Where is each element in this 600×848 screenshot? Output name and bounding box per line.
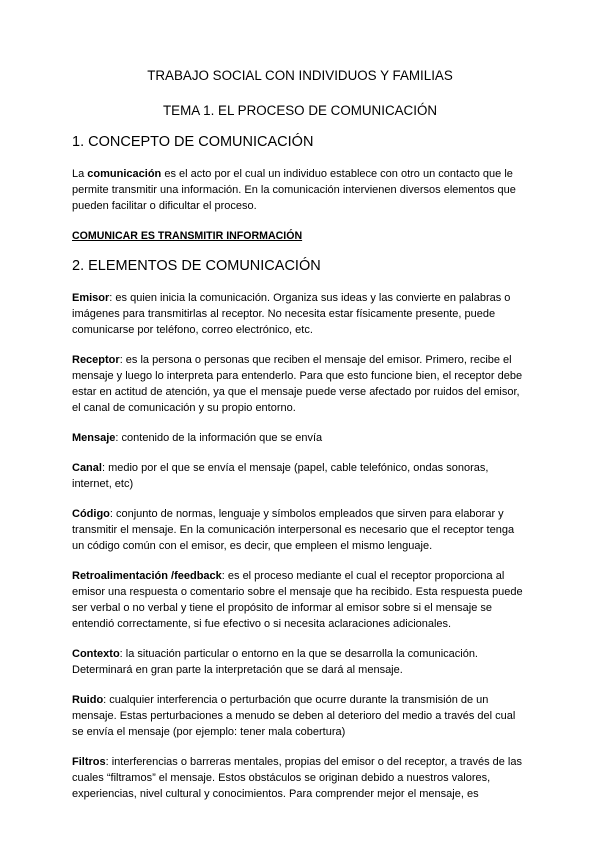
element-paragraph-emisor [72,290,528,338]
element-term: Retroalimentación /feedback [72,570,222,582]
document-title: TRABAJO SOCIAL CON INDIVIDUOS Y FAMILIAS [147,68,453,83]
document-subtitle: TEMA 1. EL PROCESO DE COMUNICACIÓN [162,103,438,118]
element-paragraph-retroalimentacion [72,568,528,632]
element-term: Filtros [72,756,106,768]
element-paragraph-filtros [72,754,528,802]
element-term: Canal [72,462,102,474]
element-text: : medio por el que se envía el mensaje (papel, cable telefónico, ondas sonoras, internet, etc) [72,462,489,490]
element-paragraph-receptor [72,352,528,416]
element-text: : conjunto de normas, lenguaje y símbolos empleados que sirven para elaborar y transmitir el mensaje. En la comunicación interpersonal es necesario que el receptor tenga un código común con el emisor, es decir, que empleen el mismo lenguaje. [72,508,515,552]
section-heading-concepto: 1. CONCEPTO DE COMUNICACIÓN [72,134,314,150]
element-paragraph-codigo [72,506,528,554]
element-paragraph-contexto [72,646,528,678]
intro-term: comunicación [87,168,162,180]
element-paragraph-mensaje [72,430,528,446]
underlined-statement: COMUNICAR ES TRANSMITIR INFORMACIÓN [72,230,303,242]
section-heading-elementos: 2. ELEMENTOS DE COMUNICACIÓN [72,258,321,274]
element-paragraph-ruido [72,692,528,740]
element-text: : interferencias o barreras mentales, propias del emisor o del receptor, a través de las cuales “filtramos” el mensaje. Estos obstáculos se originan debido a nuestros valores, experiencias, nivel cultural y conocimientos. Para comprender mejor el mensaje, es [72,756,522,800]
element-term: Contexto [72,648,120,660]
element-text: : es la persona o personas que reciben el mensaje del emisor. Primero, recibe el mensaje y luego lo interpreta para entenderlo. Para que esto funcione bien, el receptor debe estar en actitud de atención, ya que el mensaje puede verse afectado por ruidos del emisor, el canal de comunicación y su propio entorno. [72,354,523,414]
intro-text: es el acto por el cual un individuo establece con otro un contacto que le permite transmitir una información. En la comunicación intervienen diversos elementos que pueden facilitar o dificultar el proceso. [72,168,516,212]
element-text: : contenido de la información que se envía [115,432,323,444]
element-paragraph-canal [72,460,528,492]
intro-pre: La [72,168,88,180]
element-text: : es el proceso mediante el cual el receptor proporciona al emisor una respuesta o comentario sobre el mensaje que ha recibido. Esta respuesta puede ser verbal o no verbal y tiene el propósito de informar al emisor sobre si el mensaje se entendió correctamente, si fue efectivo o si necesita aclaraciones adicionales. [72,570,523,630]
element-term: Código [72,508,110,520]
intro-paragraph [72,166,528,214]
element-term: Ruido [72,694,104,706]
element-text: : es quien inicia la comunicación. Organiza sus ideas y las convierte en palabras o imágenes para transmitirlas al receptor. No necesita estar físicamente presente, puede comunicarse por teléfono, correo electrónico, etc. [72,292,511,336]
element-text: : la situación particular o entorno en la que se desarrolla la comunicación. Determinará en gran parte la interpretación que se dará al mensaje. [72,648,478,676]
element-term: Receptor [72,354,120,366]
element-text: : cualquier interferencia o perturbación que ocurre durante la transmisión de un mensaje. Estas perturbaciones a menudo se deben al deterioro del medio a través del cual se envía el mensaje (por ejemplo: tener mala cobertura) [72,694,516,738]
element-term: Mensaje [72,432,116,444]
element-term: Emisor [72,292,110,304]
